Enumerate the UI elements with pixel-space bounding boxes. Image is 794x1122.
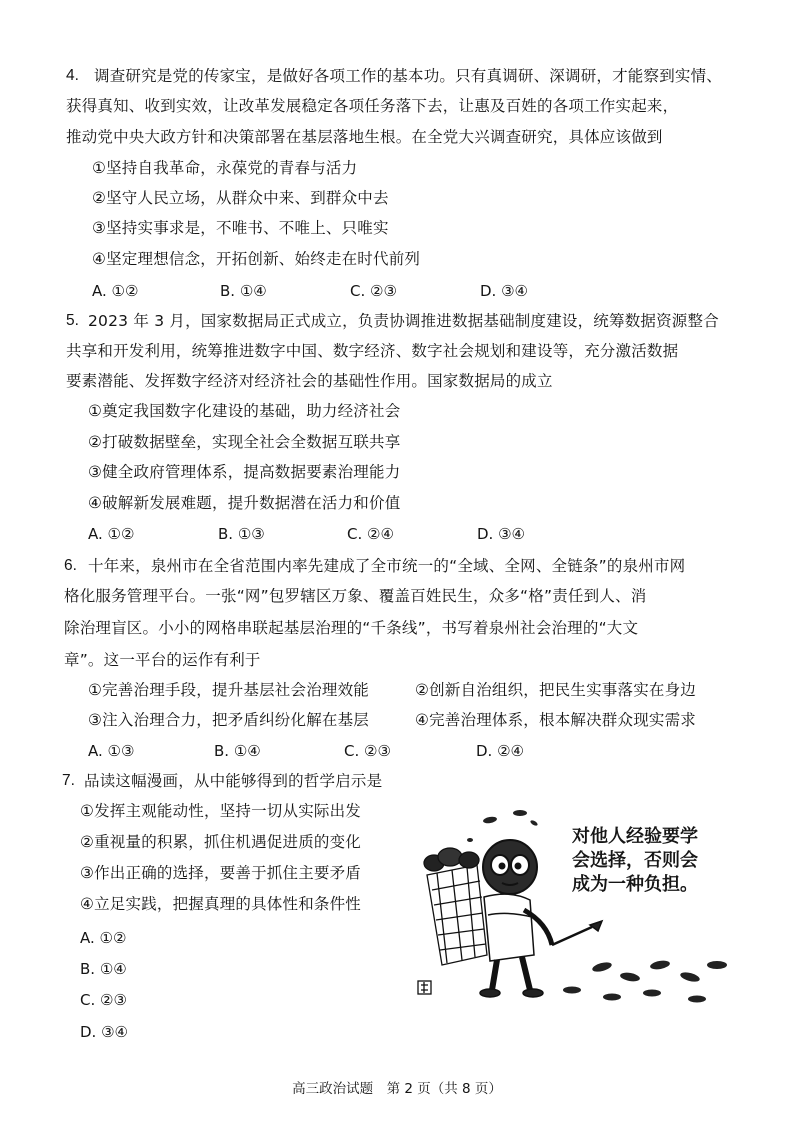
- q4-statement-4: ④坚定理想信念，开拓创新、始终走在时代前列: [92, 250, 421, 268]
- q5-stem-line-3: 要素潜能、发挥数字经济对经济社会的基础性作用。国家数据局的成立: [66, 372, 553, 390]
- q7-option-b: B. ①④: [80, 960, 127, 978]
- q6-statement-2: ②创新自治组织，把民生实事落实在身边: [415, 681, 696, 699]
- q6-option-d: D. ②④: [476, 742, 524, 760]
- cartoon-caption: [572, 825, 732, 897]
- q7-number: 7.: [62, 772, 75, 789]
- q5-option-b: B. ①③: [218, 525, 265, 543]
- q4-option-d: D. ③④: [480, 282, 528, 300]
- q4-option-c: C. ②③: [350, 282, 397, 300]
- q4-option-b: B. ①④: [220, 282, 267, 300]
- q7-stem-line-1: 品读这幅漫画，从中能够得到的哲学启示是: [84, 772, 383, 790]
- q7-option-a: A. ①②: [80, 929, 127, 947]
- q7-statement-3: ③作出正确的选择，要善于抓住主要矛盾: [80, 864, 361, 882]
- q4-statement-1: ①坚持自我革命，永葆党的青春与活力: [92, 159, 358, 177]
- q6-stem-line-3: 除治理盲区。小小的网格串联起基层治理的“千条线”，书写着泉州社会治理的“大文: [64, 619, 639, 637]
- q6-option-a: A. ①③: [88, 742, 135, 760]
- basket-icon: [424, 848, 487, 965]
- q7-option-d: D. ③④: [80, 1023, 128, 1041]
- q6-statement-3: ③注入治理合力，把矛盾纠纷化解在基层: [88, 711, 369, 729]
- q6-statement-1: ①完善治理手段，提升基层社会治理效能: [88, 681, 369, 699]
- q4-stem-line-2: 获得真知、收到实效，让改革发展稳定各项任务落下去，让惠及百姓的各项工作实起来，: [66, 97, 679, 115]
- q4-option-a: A. ①②: [92, 282, 139, 300]
- q5-statement-1: ①奠定我国数字化建设的基础，助力经济社会: [88, 402, 401, 420]
- q4-statement-2: ②坚守人民立场，从群众中来、到群众中去: [92, 189, 389, 207]
- q5-option-d: D. ③④: [477, 525, 525, 543]
- page-footer: 高三政治试题 第 2 页（共 8 页）: [292, 1081, 502, 1097]
- q6-option-b: B. ①④: [214, 742, 261, 760]
- caption-line-1: 对他人经验要学: [572, 826, 698, 847]
- q6-option-c: C. ②③: [344, 742, 391, 760]
- q5-statement-3: ③健全政府管理体系，提高数据要素治理能力: [88, 463, 401, 481]
- q7-statement-4: ④立足实践，把握真理的具体性和条件性: [80, 895, 361, 913]
- sweat-drops-icon: [467, 810, 538, 842]
- person-body-icon: [480, 894, 602, 997]
- q6-statement-4: ④完善治理体系，根本解决群众现实需求: [415, 711, 696, 729]
- footprints-icon: [563, 959, 727, 1002]
- q6-stem-line-2: 格化服务管理平台。一张“网”包罗辖区万象、覆盖百姓民生，众多“格”责任到人、消: [64, 587, 647, 605]
- q5-statement-2: ②打破数据壁垒，实现全社会全数据互联共享: [88, 433, 401, 451]
- caption-line-3: 成为一种负担。: [572, 874, 698, 895]
- q7-option-c: C. ②③: [80, 991, 127, 1009]
- q5-option-a: A. ①②: [88, 525, 135, 543]
- q4-statement-3: ③坚持实事求是，不唯书、不唯上、只唯实: [92, 219, 389, 237]
- q6-stem-line-1: 十年来，泉州市在全省范围内率先建成了全市统一的“全域、全网、全链条”的泉州市网: [88, 557, 686, 575]
- person-head-icon: [483, 840, 537, 894]
- q7-statement-2: ②重视量的积累，抓住机遇促进质的变化: [80, 833, 361, 851]
- q5-option-c: C. ②④: [347, 525, 394, 543]
- q5-statement-4: ④破解新发展难题，提升数据潜在活力和价值: [88, 494, 401, 512]
- q4-stem-line-3: 推动党中央大政方针和决策部署在基层落地生根。在全党大兴调查研究，具体应该做到: [66, 128, 663, 146]
- artist-mark-icon: [418, 981, 431, 994]
- q4-number: 4.: [66, 67, 79, 84]
- q6-number: 6.: [64, 557, 77, 574]
- q6-stem-line-4: 章”。这一平台的运作有利于: [64, 651, 261, 669]
- caption-line-2: 会选择，否则会: [572, 850, 698, 871]
- q4-stem-line-1: 调查研究是党的传家宝，是做好各项工作的基本功。只有真调研、深调研，才能察到实情、: [94, 67, 723, 85]
- q7-statement-1: ①发挥主观能动性，坚持一切从实际出发: [80, 802, 361, 820]
- q5-stem-line-2: 共享和开发利用，统筹推进数字中国、数字经济、数字社会规划和建设等，充分激活数据: [66, 342, 679, 360]
- q5-stem-line-1: 2023 年 3 月，国家数据局正式成立，负责协调推进数据基础制度建设，统筹数据资源整合: [88, 312, 719, 330]
- q5-number: 5.: [66, 312, 79, 329]
